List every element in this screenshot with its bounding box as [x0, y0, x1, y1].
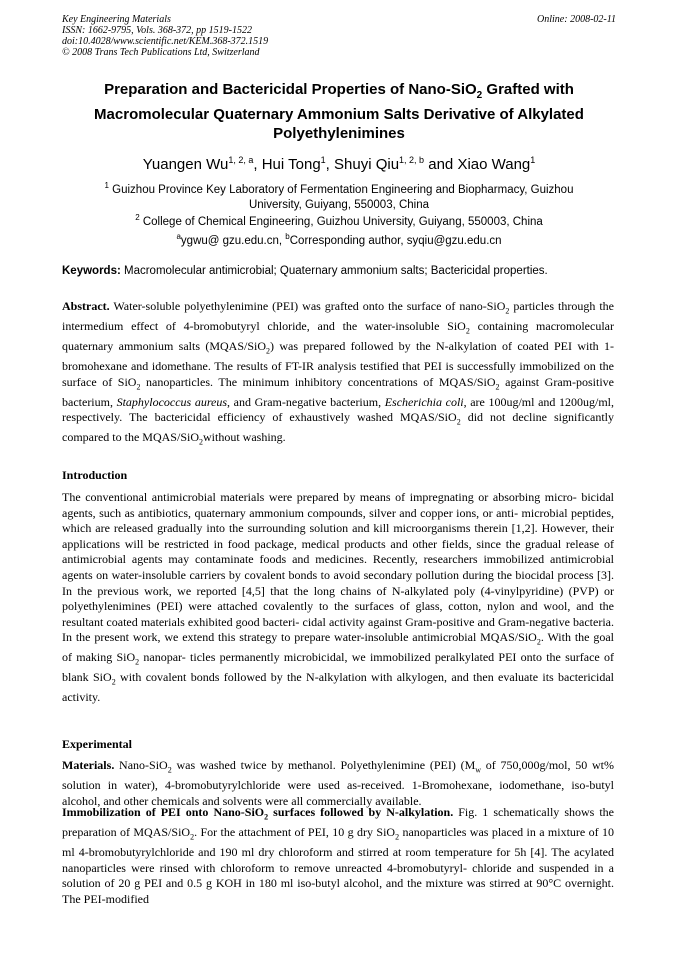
immobilization-paragraph [62, 805, 614, 907]
affiliation-2-sup: 2 [135, 213, 140, 222]
journal-header [62, 14, 616, 58]
copyright-line: © 2008 Trans Tech Publications Ltd, Switzerland [62, 47, 260, 58]
affiliation-1-sup: 1 [104, 181, 109, 190]
subscript: 2 [167, 765, 172, 775]
introduction-heading: Introduction [62, 468, 128, 482]
subscript: 2 [456, 417, 461, 427]
online-date: Online: 2008-02-11 [537, 14, 616, 25]
affiliation-2 [70, 210, 608, 230]
abstract-text: Water-soluble polyethylenimine (PEI) was grafted onto the surface of nano-SiO [109, 299, 506, 313]
introduction-text: The conventional antimicrobial materials were prepared by means of impregnating or absorbing micro- bicidal agents, such as antibiotics, quaternary ammonium compounds, silver and copper ions, or anti- microbial peptides, which are released gradually into the surrounding solution and kill microorganisms therein [1,2]. However, their applications will be restricted in food package, medical products and other fields, since the gradual release of antimicrobial agents may contaminate foods and medicines. Recently, researchers immobilized antimicrobial agents on water-insoluble carriers by covalent bonds to avoid secondary pollution during the biocidal process [3]. In the previous work, we reported [4,5] that the long chains of N-alkylated poly (4-vinylpyridine) (PVP) or polyethylenimines (PEI) were attached covalently to the surfaces of glass, cotton, nylon and wool, and the resultant coated materials exhibited good bacteri- cidal activity against Gram-positive and Gram-negative bacteria. In the present work, we extend this strategy to prepare water-insoluble antimicrobial MQAS/SiO [62, 490, 614, 645]
introduction-text: with covalent bonds followed by the N-alkylation with alkylogen, and then evaluate its bactericidal activity. [62, 670, 615, 705]
materials-paragraph [62, 758, 614, 809]
subscript: 2 [266, 346, 271, 356]
title-sub: 2 [476, 90, 483, 101]
title-line2: Macromolecular Quaternary Ammonium Salts Derivative of Alkylated [94, 106, 584, 123]
subscript: 2 [395, 832, 400, 842]
paper-title [60, 80, 618, 143]
immobilization-label: surfaces followed by N-alkylation. [268, 805, 454, 819]
abstract-text: particles through the intermedium effect of 4-bromobutyryl chloride, and the water-insoluble SiO [62, 299, 615, 333]
author-3-sup: 1, 2, b [399, 155, 425, 165]
subscript: 2 [495, 381, 500, 391]
journal-name: Key Engineering Materials [62, 14, 171, 25]
introduction-text: nanopar- ticles permanently microbicidal, we immobilized peralkylated PEI onto the surface of blank SiO [62, 650, 614, 685]
subscript: 2 [136, 381, 141, 391]
title-line1-a: Preparation and Bactericidal Properties of Nano-SiO [104, 81, 477, 98]
abstract-text: against Gram-positive bacterium, [62, 374, 614, 409]
keywords [62, 264, 618, 279]
email-b-sup: b [285, 232, 290, 241]
abstract-text: ) was prepared followed by the N-alkylation of coated PEI with 1-bromohexane and idomethane. The results of FT-IR analysis testified that PEI is successfully immobilized on the surface of SiO [62, 338, 615, 389]
affiliation-1-line1: Guizhou Province Key Laboratory of Fermentation Engineering and Biopharmacy, Guizhou [108, 183, 574, 196]
subscript: 2 [135, 657, 140, 667]
keywords-text: Macromolecular antimicrobial; Quaternary ammonium salts; Bactericidal properties. [120, 265, 548, 277]
abstract-text: containing macromolecular quaternary ammonium salts (MQAS/SiO [62, 318, 614, 353]
issn-line: ISSN: 1662-9795, Vols. 368-372, pp 1519-1522 [62, 25, 252, 36]
email-b: Corresponding author, syqiu@gzu.edu.cn [289, 234, 502, 247]
introduction-paragraph [62, 490, 614, 706]
author-list [60, 151, 618, 174]
subscript: 2 [111, 677, 116, 687]
subscript: 2 [199, 437, 203, 447]
subscript: 2 [465, 326, 470, 336]
author-2-sup: 1 [320, 155, 326, 165]
materials-text: Nano-SiO [114, 758, 168, 772]
abstract-text: nanoparticles. The minimum inhibitory concentrations of MQAS/SiO [140, 374, 496, 389]
title-line1-b: Grafted with [482, 81, 574, 98]
affiliation-1 [70, 178, 608, 213]
introduction-text: . With the goal of making SiO [62, 630, 614, 665]
doi-line: doi:10.4028/www.scientific.net/KEM.368-372.1519 [62, 36, 269, 47]
subscript: 2 [190, 832, 195, 842]
experimental-heading: Experimental [62, 737, 132, 751]
subscript: 2 [536, 637, 541, 647]
materials-label: Materials. [62, 758, 115, 772]
author-3: , Shuyi Qiu [325, 156, 400, 173]
author-emails [70, 229, 608, 249]
abstract-text: , and Gram-negative bacterium, [227, 394, 385, 409]
author-1: Yuangen Wu [142, 156, 229, 173]
affiliation-2-text: College of Chemical Engineering, Guizhou University, Guiyang, 550003, China [139, 215, 543, 228]
title-line3: Polyethylenimines [273, 125, 405, 142]
immobilization-text: nanoparticles was placed in a mixture of 10 ml 4-bromobutyrylchloride and 190 ml dry chloroform and stirred at room temperature for 5h [4]. The acylated nanoparticles were rinsed with chloroform to remove unreacted 4-bromobutyryl- chloride and suspended in a solution of 20 g PEI and 0.5 g KOH in 180 ml iso-butyl alcohol, and the mixture was stirred at 90°C overnight. The PEI-modified [62, 824, 614, 906]
author-1-sup: 1, 2, a [228, 155, 254, 165]
immobilization-text: . For the attachment of PEI, 10 g dry SiO [194, 824, 396, 839]
subscript: w [475, 765, 482, 775]
subscript: 2 [505, 306, 510, 316]
author-2: , Hui Tong [253, 156, 321, 173]
keywords-label: Keywords: [62, 265, 121, 277]
abstract-text: did not decline significantly compared to the MQAS/SiO [62, 410, 614, 445]
abstract-text: , are 100ug/ml and 1200ug/ml, respectively. The bactericidal efficiency of exhaustively washed MQAS/SiO [62, 394, 614, 425]
materials-text: of 750,000g/mol, 50 wt% solution in water), 4-bromobutyrylchloride were used as-received. 1-Bromohexane, iodomethane, iso-butyl alcohol, and other chemicals and solvents were all commercially available. [62, 758, 614, 808]
subscript: 2 [264, 812, 269, 822]
author-4: and Xiao Wang [424, 156, 531, 173]
author-4-sup: 1 [530, 155, 536, 165]
immobilization-label: Immobilization of PEI onto Nano-SiO [62, 805, 265, 819]
abstract-paragraph [62, 299, 614, 450]
email-a: ygwu@ gzu.edu.cn, [180, 234, 286, 247]
immobilization-text: Fig. 1 schematically shows the preparation of MQAS/SiO [62, 805, 615, 839]
abstract-text: without washing. [203, 430, 286, 445]
materials-text: was washed twice by methanol. Polyethylenimine (PEI) (M [171, 758, 476, 772]
email-a-sup: a [176, 232, 181, 241]
abstract-label: Abstract. [62, 299, 110, 313]
species-name: Escherichia coli [384, 394, 464, 409]
affiliation-1-line2: University, Guiyang, 550003, China [248, 198, 430, 211]
species-name: Staphylococcus aureus [116, 394, 228, 409]
